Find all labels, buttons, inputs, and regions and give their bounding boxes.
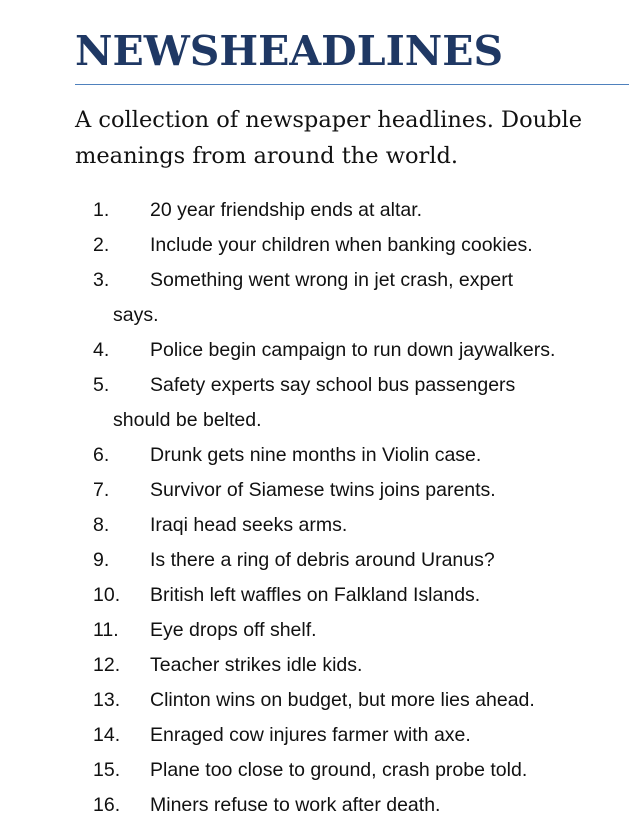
title-underline xyxy=(75,84,629,85)
headline-text: Eye drops off shelf. xyxy=(150,619,317,641)
headline-text: Survivor of Siamese twins joins parents. xyxy=(150,479,496,501)
headline-text: Is there a ring of debris around Uranus? xyxy=(150,549,495,571)
list-item xyxy=(0,578,638,613)
list-item-number: 16. xyxy=(93,794,121,816)
list-item xyxy=(0,333,638,368)
list-item-number: 3. xyxy=(93,269,110,291)
list-item xyxy=(0,683,638,718)
headline-text: Teacher strikes idle kids. xyxy=(150,654,363,676)
list-item-number: 13. xyxy=(93,689,121,711)
list-item-number: 11. xyxy=(93,619,119,641)
list-item-number: 2. xyxy=(93,234,110,256)
list-item xyxy=(0,753,638,788)
list-item-number: 12. xyxy=(93,654,121,676)
list-item xyxy=(0,508,638,543)
list-item xyxy=(0,438,638,473)
list-item-number: 7. xyxy=(93,479,110,501)
list-item-number: 10. xyxy=(93,584,121,606)
list-item-number: 9. xyxy=(93,549,110,571)
list-item-number: 14. xyxy=(93,724,121,746)
list-item xyxy=(0,543,638,578)
headline-list xyxy=(0,193,638,823)
list-item-number: 8. xyxy=(93,514,110,536)
list-item xyxy=(0,718,638,753)
intro-line: meanings from around the world. xyxy=(75,143,459,169)
list-item xyxy=(0,368,638,438)
headline-text-continuation: says. xyxy=(113,304,159,326)
list-item xyxy=(0,613,638,648)
headline-text: Miners refuse to work after death. xyxy=(150,794,441,816)
list-item-number: 15. xyxy=(93,759,121,781)
document-title: NEWSHEADLINES xyxy=(75,27,504,75)
list-item xyxy=(0,473,638,508)
list-item xyxy=(0,788,638,823)
list-item-number: 4. xyxy=(93,339,110,361)
headline-text: British left waffles on Falkland Islands. xyxy=(150,584,481,606)
list-item xyxy=(0,193,638,228)
headline-text: Safety experts say school bus passengers xyxy=(150,374,516,396)
headline-text: Plane too close to ground, crash probe told. xyxy=(150,759,528,781)
headline-text: Enraged cow injures farmer with axe. xyxy=(150,724,471,746)
intro-paragraph xyxy=(75,102,635,174)
list-item-number: 1. xyxy=(93,199,110,221)
headline-text: Drunk gets nine months in Violin case. xyxy=(150,444,482,466)
headline-text: Clinton wins on budget, but more lies ahead. xyxy=(150,689,535,711)
list-item xyxy=(0,648,638,683)
list-item-number: 6. xyxy=(93,444,110,466)
headline-text: Include your children when banking cookies. xyxy=(150,234,533,256)
list-item xyxy=(0,263,638,333)
intro-line: A collection of newspaper headlines. Double xyxy=(75,107,583,133)
headline-text-continuation: should be belted. xyxy=(113,409,262,431)
headline-text: 20 year friendship ends at altar. xyxy=(150,199,423,221)
list-item-number: 5. xyxy=(93,374,110,396)
headline-text: Police begin campaign to run down jaywalkers. xyxy=(150,339,556,361)
headline-text: Something went wrong in jet crash, expert xyxy=(150,269,514,291)
headline-text: Iraqi head seeks arms. xyxy=(150,514,348,536)
list-item xyxy=(0,228,638,263)
